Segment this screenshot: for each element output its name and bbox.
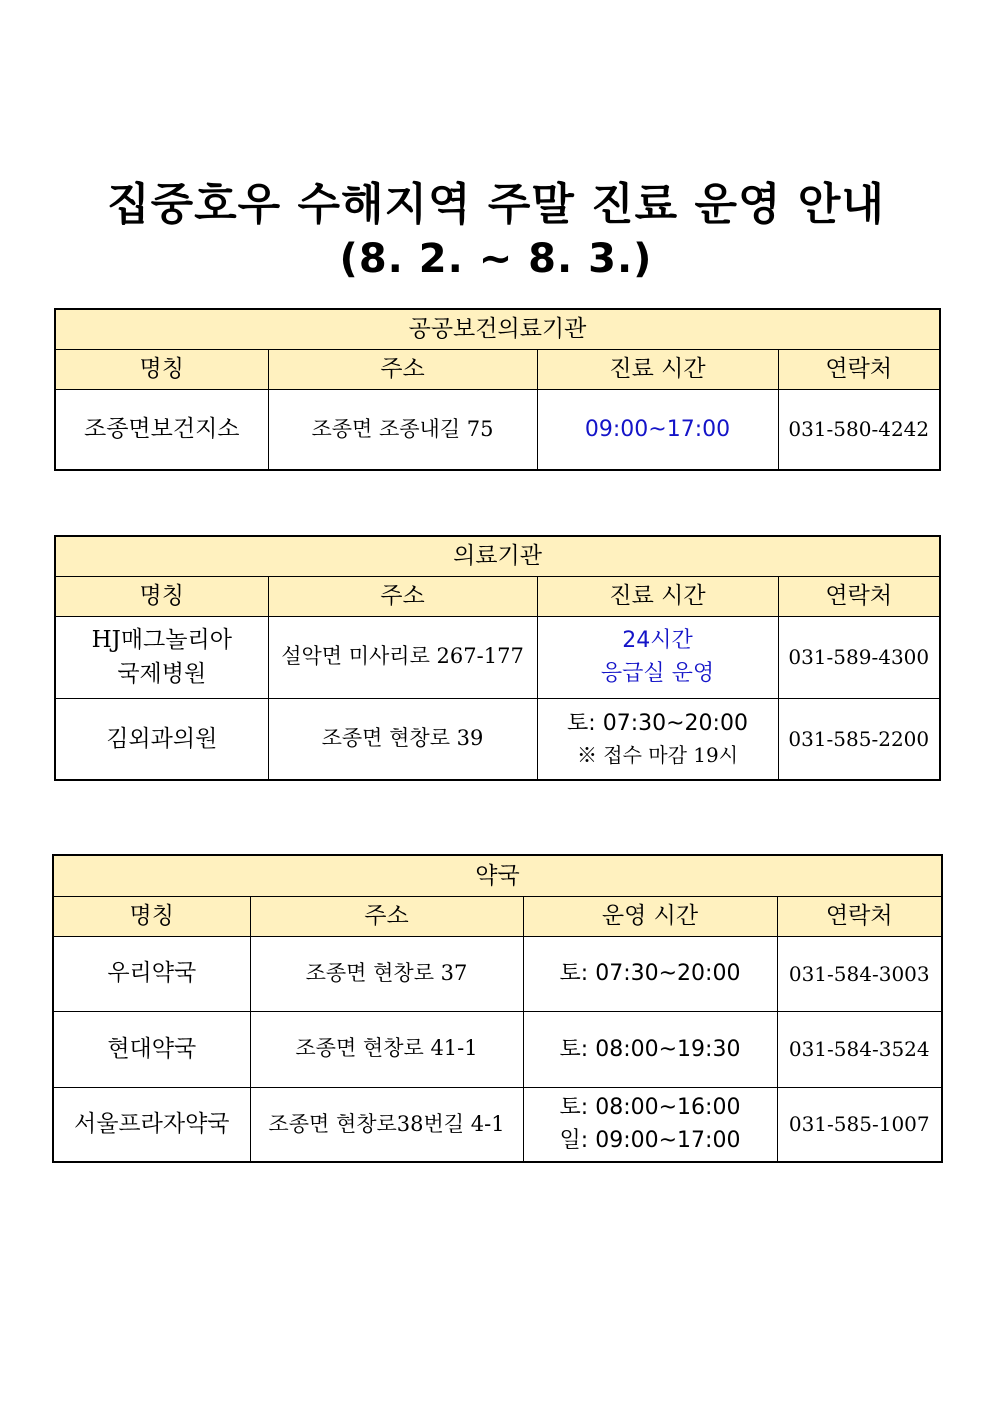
table-row (55, 389, 940, 470)
pharmacy-name: 현대약국 (53, 1011, 250, 1087)
column-header-name: 명칭 (55, 576, 268, 616)
facility-hours-note: ※ 접수 마감 19시 (576, 743, 739, 768)
pharmacy-name: 우리약국 (53, 936, 250, 1011)
page-subtitle-dates: (8. 2. ~ 8. 3.) (339, 236, 653, 282)
pharmacy-hours (523, 1087, 777, 1162)
pharmacy-address: 조종면 현창로38번길 4-1 (250, 1087, 523, 1162)
column-header-hours: 진료 시간 (537, 576, 778, 616)
facility-hours-line: 24시간 (622, 628, 693, 653)
table-row (53, 1087, 942, 1162)
column-header-phone: 연락처 (778, 576, 940, 616)
facility-name: 조종면보건지소 (55, 389, 268, 470)
pharmacy-table (52, 854, 943, 1163)
table-caption: 의료기관 (55, 536, 940, 576)
table-row (53, 936, 942, 1011)
facility-phone: 031-585-2200 (778, 698, 940, 780)
pharmacy-name: 서울프라자약국 (53, 1087, 250, 1162)
facility-name-line: HJ매그놀리아 (91, 626, 232, 653)
facility-hours-line: 응급실 운영 (600, 661, 715, 686)
pharmacy-hours: 토: 07:30~20:00 (523, 936, 777, 1011)
pharmacy-phone: 031-585-1007 (777, 1087, 942, 1162)
pharmacy-hours-line: 일: 09:00~17:00 (559, 1128, 741, 1154)
facility-name (55, 616, 268, 698)
column-header-address: 주소 (268, 576, 537, 616)
pharmacy-phone: 031-584-3003 (777, 936, 942, 1011)
column-header-hours: 진료 시간 (537, 349, 778, 389)
table-row (55, 698, 940, 780)
facility-hours: 09:00~17:00 (537, 389, 778, 470)
facility-name-line: 국제병원 (117, 661, 207, 687)
column-header-hours: 운영 시간 (523, 896, 777, 936)
facility-hours-line: 토: 07:30~20:00 (567, 711, 748, 737)
column-header-phone: 연락처 (777, 896, 942, 936)
table-caption: 약국 (53, 855, 942, 896)
pharmacy-hours: 토: 08:00~19:30 (523, 1011, 777, 1087)
column-header-address: 주소 (250, 896, 523, 936)
facility-phone: 031-589-4300 (778, 616, 940, 698)
public-health-table (54, 308, 941, 471)
facility-address: 조종면 조종내길 75 (268, 389, 537, 470)
table-caption: 공공보건의료기관 (55, 309, 940, 349)
pharmacy-address: 조종면 현창로 37 (250, 936, 523, 1011)
facility-hours (537, 616, 778, 698)
facility-address: 조종면 현창로 39 (268, 698, 537, 780)
column-header-phone: 연락처 (778, 349, 940, 389)
facility-name: 김외과의원 (55, 698, 268, 780)
pharmacy-phone: 031-584-3524 (777, 1011, 942, 1087)
facility-hours (537, 698, 778, 780)
column-header-name: 명칭 (53, 896, 250, 936)
table-row (53, 1011, 942, 1087)
table-row (55, 616, 940, 698)
facility-address: 설악면 미사리로 267-177 (268, 616, 537, 698)
column-header-name: 명칭 (55, 349, 268, 389)
medical-table (54, 535, 941, 781)
pharmacy-address: 조종면 현창로 41-1 (250, 1011, 523, 1087)
pharmacy-hours-line: 토: 08:00~16:00 (559, 1095, 741, 1121)
column-header-address: 주소 (268, 349, 537, 389)
facility-phone: 031-580-4242 (778, 389, 940, 470)
page-title: 집중호우 수해지역 주말 진료 운영 안내 (107, 179, 885, 230)
